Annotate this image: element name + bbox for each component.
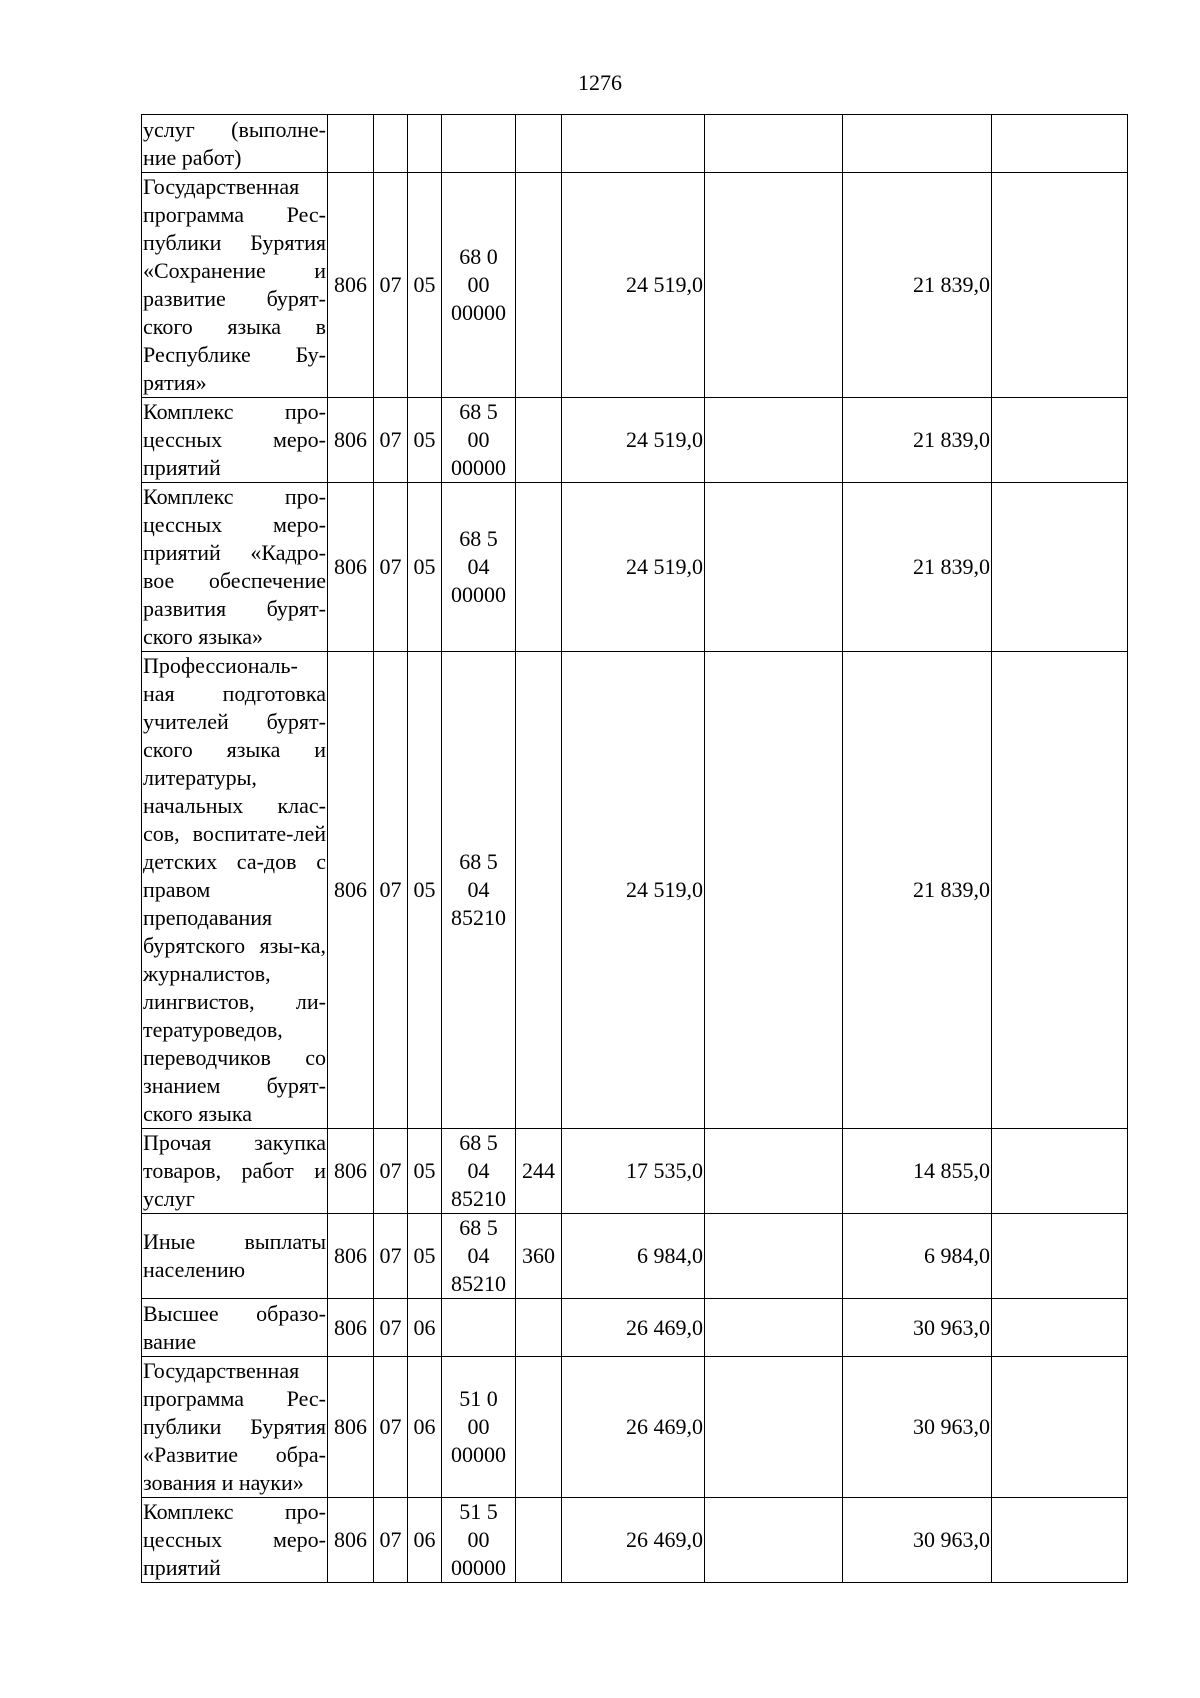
empty-cell bbox=[705, 1299, 843, 1357]
section-code-cell: 07 bbox=[374, 398, 408, 483]
subsection-code-cell: 05 bbox=[408, 398, 442, 483]
amount-year1-cell: 6 984,0 bbox=[562, 1214, 705, 1299]
table-row bbox=[142, 483, 1128, 652]
empty-cell bbox=[992, 398, 1128, 483]
target-article-part: 04 bbox=[467, 1158, 490, 1183]
amount-year1-cell: 26 469,0 bbox=[562, 1357, 705, 1498]
amount-year2-cell: 6 984,0 bbox=[843, 1214, 992, 1299]
admin-code-cell: 806 bbox=[328, 483, 374, 652]
subsection-code-cell: 05 bbox=[408, 1129, 442, 1214]
row-name-cell: Комплекс про-цессных меро-приятий bbox=[142, 1498, 328, 1583]
empty-cell bbox=[705, 652, 843, 1129]
amount-year2-cell: 21 839,0 bbox=[843, 483, 992, 652]
page-number: 1276 bbox=[578, 70, 622, 95]
target-article-cell bbox=[442, 1214, 516, 1299]
row-name-cell: Иные выплаты населению bbox=[142, 1214, 328, 1299]
amount-year1-cell: 24 519,0 bbox=[562, 483, 705, 652]
row-name-cell: Высшее образо-вание bbox=[142, 1299, 328, 1357]
table-row bbox=[142, 652, 1128, 1129]
target-article-part: 51 5 bbox=[459, 1499, 498, 1524]
amount-year2-cell bbox=[843, 115, 992, 173]
amount-year1-cell: 26 469,0 bbox=[562, 1498, 705, 1583]
empty-cell bbox=[992, 483, 1128, 652]
target-article-cell bbox=[442, 1357, 516, 1498]
target-article-part: 00000 bbox=[451, 455, 506, 480]
admin-code-cell: 806 bbox=[328, 1214, 374, 1299]
target-article-part: 00 bbox=[467, 1527, 490, 1552]
amount-year1-cell: 24 519,0 bbox=[562, 652, 705, 1129]
empty-cell bbox=[992, 1214, 1128, 1299]
amount-year1-cell: 24 519,0 bbox=[562, 173, 705, 398]
empty-cell bbox=[705, 1357, 843, 1498]
admin-code-cell bbox=[328, 115, 374, 173]
subsection-code-cell: 06 bbox=[408, 1299, 442, 1357]
subsection-code-cell: 06 bbox=[408, 1357, 442, 1498]
target-article-part: 04 bbox=[467, 877, 490, 902]
table-row bbox=[142, 1299, 1128, 1357]
section-code-cell: 07 bbox=[374, 1498, 408, 1583]
target-article-part: 51 0 bbox=[459, 1386, 498, 1411]
target-article-part: 85210 bbox=[451, 1271, 506, 1296]
admin-code-cell: 806 bbox=[328, 398, 374, 483]
empty-cell bbox=[705, 398, 843, 483]
amount-year2-cell: 21 839,0 bbox=[843, 398, 992, 483]
empty-cell bbox=[992, 1129, 1128, 1214]
target-article-part: 68 5 bbox=[459, 399, 498, 424]
target-article-part: 85210 bbox=[451, 905, 506, 930]
target-article-part: 68 5 bbox=[459, 1130, 498, 1155]
empty-cell bbox=[705, 115, 843, 173]
target-article-part: 68 5 bbox=[459, 849, 498, 874]
target-article-part: 00000 bbox=[451, 582, 506, 607]
subsection-code-cell: 05 bbox=[408, 483, 442, 652]
target-article-part: 68 0 bbox=[459, 244, 498, 269]
section-code-cell bbox=[374, 115, 408, 173]
amount-year1-cell: 24 519,0 bbox=[562, 398, 705, 483]
subsection-code-cell: 05 bbox=[408, 1214, 442, 1299]
empty-cell bbox=[992, 1299, 1128, 1357]
empty-cell bbox=[992, 1498, 1128, 1583]
amount-year1-cell: 17 535,0 bbox=[562, 1129, 705, 1214]
expense-type-cell bbox=[516, 398, 562, 483]
target-article-part: 00000 bbox=[451, 1442, 506, 1467]
amount-year2-cell: 30 963,0 bbox=[843, 1357, 992, 1498]
target-article-part: 04 bbox=[467, 554, 490, 579]
admin-code-cell: 806 bbox=[328, 1498, 374, 1583]
section-code-cell: 07 bbox=[374, 173, 408, 398]
amount-year1-cell bbox=[562, 115, 705, 173]
table-row bbox=[142, 115, 1128, 173]
section-code-cell: 07 bbox=[374, 1129, 408, 1214]
section-code-cell: 07 bbox=[374, 1357, 408, 1498]
empty-cell bbox=[992, 652, 1128, 1129]
subsection-code-cell: 05 bbox=[408, 652, 442, 1129]
amount-year2-cell: 14 855,0 bbox=[843, 1129, 992, 1214]
subsection-code-cell bbox=[408, 115, 442, 173]
expense-type-cell bbox=[516, 115, 562, 173]
target-article-part: 85210 bbox=[451, 1186, 506, 1211]
target-article-part: 04 bbox=[467, 1243, 490, 1268]
expense-type-cell bbox=[516, 173, 562, 398]
table-row bbox=[142, 1357, 1128, 1498]
amount-year2-cell: 30 963,0 bbox=[843, 1498, 992, 1583]
target-article-cell bbox=[442, 652, 516, 1129]
target-article-cell bbox=[442, 1129, 516, 1214]
table-row bbox=[142, 1214, 1128, 1299]
admin-code-cell: 806 bbox=[328, 173, 374, 398]
target-article-part: 68 5 bbox=[459, 1215, 498, 1240]
empty-cell bbox=[705, 1129, 843, 1214]
expense-type-cell: 244 bbox=[516, 1129, 562, 1214]
row-name-cell: Государственная программа Рес-публики Бурятия «Развитие обра-зования и науки» bbox=[142, 1357, 328, 1498]
target-article-cell bbox=[442, 483, 516, 652]
subsection-code-cell: 05 bbox=[408, 173, 442, 398]
admin-code-cell: 806 bbox=[328, 652, 374, 1129]
empty-cell bbox=[992, 1357, 1128, 1498]
amount-year1-cell: 26 469,0 bbox=[562, 1299, 705, 1357]
admin-code-cell: 806 bbox=[328, 1357, 374, 1498]
budget-table bbox=[141, 114, 1128, 1583]
row-name-cell: Прочая закупка товаров, работ и услуг bbox=[142, 1129, 328, 1214]
empty-cell bbox=[705, 1498, 843, 1583]
empty-cell bbox=[992, 115, 1128, 173]
row-name-cell: Комплекс про-цессных меро-приятий «Кадро-вое обеспечение развития бурят-ского языка» bbox=[142, 483, 328, 652]
expense-type-cell bbox=[516, 1357, 562, 1498]
section-code-cell: 07 bbox=[374, 1299, 408, 1357]
target-article-cell bbox=[442, 1498, 516, 1583]
expense-type-cell bbox=[516, 1498, 562, 1583]
empty-cell bbox=[705, 483, 843, 652]
target-article-part: 00 bbox=[467, 1414, 490, 1439]
section-code-cell: 07 bbox=[374, 483, 408, 652]
row-name-cell: Государственная программа Рес-публики Бурятия «Сохранение и развитие бурят-ского языка в Республике Бу-рятия» bbox=[142, 173, 328, 398]
expense-type-cell bbox=[516, 1299, 562, 1357]
amount-year2-cell: 21 839,0 bbox=[843, 173, 992, 398]
section-code-cell: 07 bbox=[374, 652, 408, 1129]
expense-type-cell bbox=[516, 652, 562, 1129]
table-row bbox=[142, 1129, 1128, 1214]
target-article-cell bbox=[442, 1299, 516, 1357]
amount-year2-cell: 21 839,0 bbox=[843, 652, 992, 1129]
target-article-part: 00 bbox=[467, 272, 490, 297]
admin-code-cell: 806 bbox=[328, 1299, 374, 1357]
target-article-part: 00000 bbox=[451, 1555, 506, 1580]
amount-year2-cell: 30 963,0 bbox=[843, 1299, 992, 1357]
expense-type-cell: 360 bbox=[516, 1214, 562, 1299]
empty-cell bbox=[992, 173, 1128, 398]
expense-type-cell bbox=[516, 483, 562, 652]
row-name-cell: Комплекс про-цессных меро-приятий bbox=[142, 398, 328, 483]
row-name-cell: Профессиональ-ная подготовка учителей бурят-ского языка и литературы, начальных клас-сов, воспитате-лей детских са-дов с правом преподавания бурятского язы-ка, журналистов, лингвистов, ли-тературоведов, переводчиков со знанием бурят-ского языка bbox=[142, 652, 328, 1129]
target-article-part: 00000 bbox=[451, 300, 506, 325]
admin-code-cell: 806 bbox=[328, 1129, 374, 1214]
target-article-part: 68 5 bbox=[459, 526, 498, 551]
target-article-part: 00 bbox=[467, 427, 490, 452]
row-name-cell: услуг (выполне-ние работ) bbox=[142, 115, 328, 173]
section-code-cell: 07 bbox=[374, 1214, 408, 1299]
target-article-cell bbox=[442, 115, 516, 173]
subsection-code-cell: 06 bbox=[408, 1498, 442, 1583]
target-article-cell bbox=[442, 173, 516, 398]
table-row bbox=[142, 1498, 1128, 1583]
empty-cell bbox=[705, 1214, 843, 1299]
empty-cell bbox=[705, 173, 843, 398]
table-row bbox=[142, 173, 1128, 398]
target-article-cell bbox=[442, 398, 516, 483]
table-row bbox=[142, 398, 1128, 483]
